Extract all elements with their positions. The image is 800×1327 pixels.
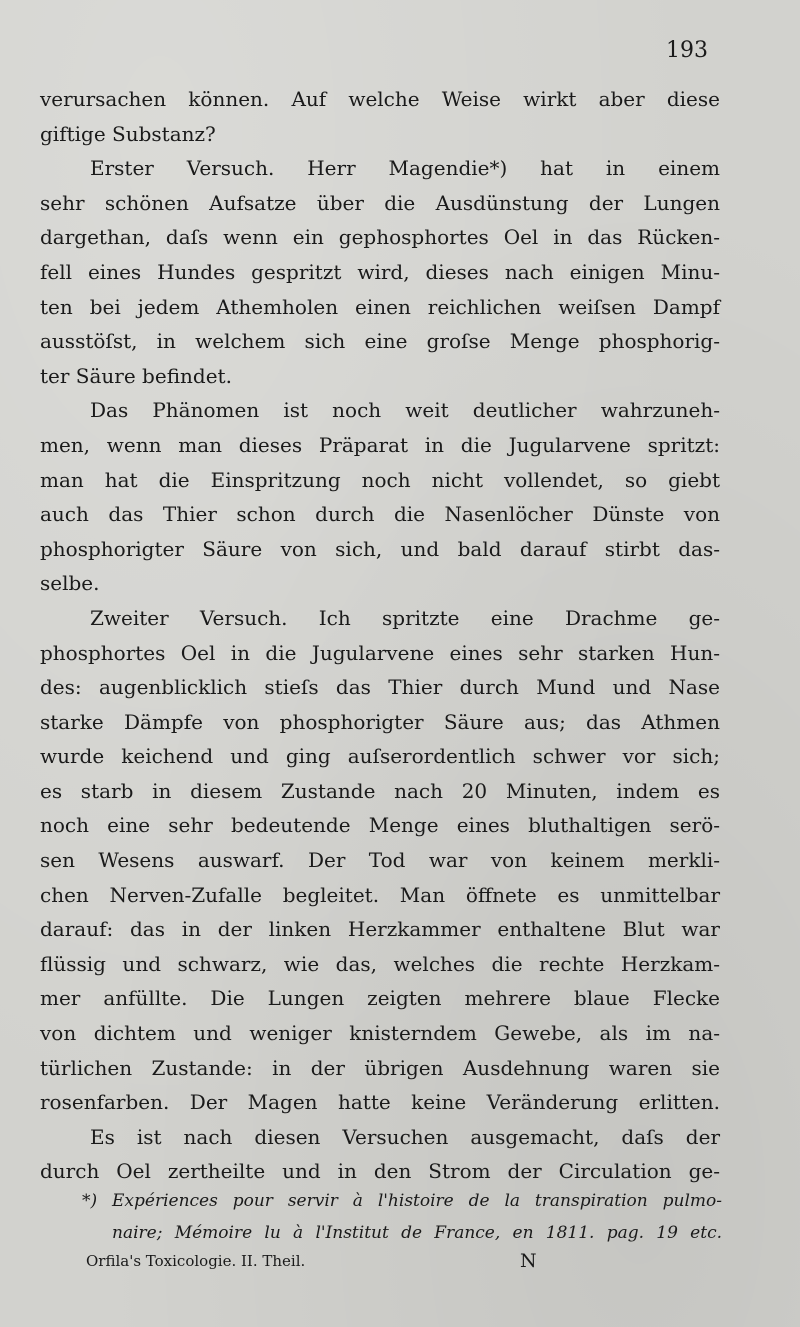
text-line: wurde keichend und ging auſserordentlich schwer vor sich; — [40, 744, 720, 769]
text-line: noch eine sehr bedeutende Menge eines bluthaltigen serö- — [40, 813, 720, 838]
text-line: durch Oel zertheilte und in den Strom der Circulation ge- — [40, 1159, 720, 1184]
text-line: Das Phänomen ist noch weit deutlicher wahrzuneh- — [90, 398, 720, 423]
text-line: Zweiter Versuch. Ich spritzte eine Drachme ge- — [90, 605, 720, 630]
text-line: man hat die Einspritzung noch nicht vollendet, so giebt — [40, 467, 720, 492]
text-line: es starb in diesem Zustande nach 20 Minuten, indem es — [40, 778, 720, 803]
text-line: Es ist nach diesen Versuchen ausgemacht, daſs der — [90, 1124, 720, 1149]
text-line: ter Säure befindet. — [40, 363, 232, 388]
text-line: fell eines Hundes gespritzt wird, dieses nach einigen Minu- — [40, 259, 720, 284]
text-line: men, wenn man dieses Präparat in die Jugularvene spritzt: — [40, 432, 720, 457]
text-line: verursachen können. Auf welche Weise wirkt aber diese — [40, 87, 720, 111]
text-line: selbe. — [40, 571, 100, 596]
footnote-line: naire; Mémoire lu à l'Institut de France, en 1811. pag. 19 etc. — [112, 1223, 722, 1243]
text-line: mer anfüllte. Die Lungen zeigten mehrere blaue Flecke — [40, 986, 720, 1011]
text-line: chen Nerven-Zufalle begleitet. Man öffnete es unmittelbar — [40, 882, 720, 907]
signature-mark: N — [520, 1250, 537, 1272]
page-number: 193 — [666, 38, 708, 63]
text-line: ten bei jedem Athemholen einen reichlichen weiſsen Dampf — [40, 294, 720, 319]
text-line: flüssig und schwarz, wie das, welches die rechte Herzkam- — [40, 951, 720, 976]
text-line: ausstöſst, in welchem sich eine groſse Menge phosphorig- — [40, 329, 720, 354]
text-line: starke Dämpfe von phosphorigter Säure aus; das Athmen — [40, 709, 720, 734]
body-text — [40, 82, 720, 1189]
text-line: des: augenblicklich stieſs das Thier durch Mund und Nase — [40, 675, 720, 700]
text-line: rosenfarben. Der Magen hatte keine Veränderung erlitten. — [40, 1090, 720, 1115]
text-line: phosphortes Oel in die Jugularvene eines sehr starken Hun- — [40, 640, 720, 665]
signature-line: Orfila's Toxicologie. II. Theil. — [86, 1252, 306, 1270]
text-line: sen Wesens auswarf. Der Tod war von keinem merkli- — [40, 848, 720, 873]
text-line: sehr schönen Aufsatze über die Ausdünstung der Lungen — [40, 190, 720, 215]
text-line: von dichtem und weniger knisterndem Gewebe, als im na- — [40, 1021, 720, 1046]
footnote-line: *) Expériences pour servir à l'histoire de la transpiration pulmo- — [82, 1191, 722, 1211]
text-line: Erster Versuch. Herr Magendie*) hat in einem — [90, 156, 720, 181]
text-line: dargethan, daſs wenn ein gephosphortes Oel in das Rücken- — [40, 225, 720, 250]
text-line: auch das Thier schon durch die Nasenlöcher Dünste von — [40, 502, 720, 527]
footnote — [82, 1185, 722, 1249]
text-line: giftige Substanz? — [40, 121, 216, 146]
text-line: phosphorigter Säure von sich, und bald darauf stirbt das- — [40, 536, 720, 561]
text-line: darauf: das in der linken Herzkammer enthaltene Blut war — [40, 917, 720, 942]
text-line: türlichen Zustande: in der übrigen Ausdehnung waren sie — [40, 1055, 720, 1080]
